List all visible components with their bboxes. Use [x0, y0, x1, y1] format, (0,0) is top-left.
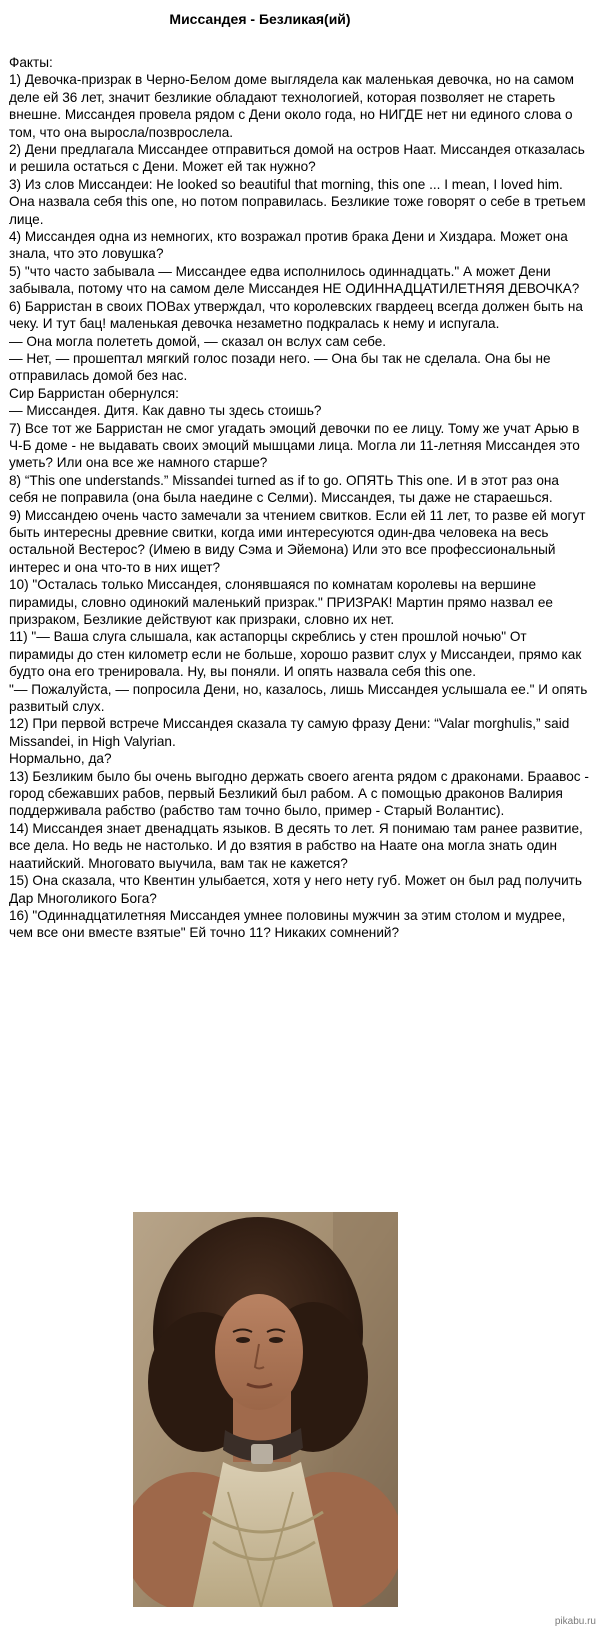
paragraph-facts-heading: Факты:	[9, 55, 53, 70]
paragraph-fact-4: 4) Миссандея одна из немногих, кто возражал против брака Дени и Хиздара. Может она знала, что это ловушка?	[9, 229, 568, 262]
paragraph-quote-line: — Миссандея. Дитя. Как давно ты здесь стоишь?	[9, 403, 322, 419]
paragraph-fact-7: 7) Все тот же Барристан не смог угадать эмоций девочки по ее лицу. Тому же учат Арью в Ч-Б доме - не выдавать своих эмоций мышцами лица. Могла ли 11-летняя Миссандея это уметь? Или она все же намного старше?	[9, 420, 580, 471]
paragraph-fact-11: 11) "— Ваша слуга слышала, как астапорцы скреблись у стен прошлой ночью" От пирамиды до стен километр если не больше, хорошо развит слух у Миссандеи, прямо как будто она его тренировала. Ну, вы поняли. И опять назвала себя this one.	[9, 629, 582, 680]
paragraph-fact-15: 15) Она сказала, что Квентин улыбается, хотя у него нету губ. Может он был рад получить Дар Многоликого Бога?	[9, 873, 582, 906]
paragraph-fact-13: 13) Безликим было бы очень выгодно держать своего агента рядом с драконами. Браавос - город сбежавших рабов, первый Безликий был рабом. А с помощью драконов Валирия поддерживала рабство (рабство там точно было, пример - Старый Волантис).	[9, 768, 589, 819]
paragraph-quote-line: Сир Барристан обернулся:	[9, 385, 179, 401]
paragraph-fact-6: 6) Барристан в своих ПОВах утверждал, что королевских гвардеец всегда должен быть на чеку. И тут бац! маленькая девочка незаметно подкралась к нему и испугала.	[9, 298, 583, 332]
paragraph-fact-12: 12) При первой встрече Миссандея сказала ту самую фразу Дени: “Valar morghulis,” said Missandei, in High Valyrian.	[9, 716, 570, 749]
paragraph-quote-line: — Нет, — прошептал мягкий голос позади него. — Она бы так не сделала. Она бы не отправилась домой без нас.	[9, 350, 551, 384]
facts-text	[9, 54, 589, 942]
paragraph-fact-5: 5) "что часто забывала — Миссандее едва исполнилось одиннадцать." А может Дени забывала, потому что на самом деле Миссандея НЕ ОДИННАДЦАТИЛЕТНЯЯ ДЕВОЧКА?	[9, 263, 580, 297]
paragraph-fact-16: 16) "Одиннадцатилетняя Миссандея умнее половины мужчин за этим столом и мудрее, чем все они вместе взятые" Ей точно 11? Никаких сомнений?	[9, 907, 566, 941]
paragraph-fact-1: 1) Девочка-призрак в Черно-Белом доме выглядела как маленькая девочка, но на самом деле ей 36 лет, значит безликие обладают технологией, которая позволяет не стареть внешне. Миссандея провела рядом с Дени около года, но НИГДЕ нет ни единого слова о том, что она выросла/позврослела.	[9, 72, 574, 140]
paragraph-fact-9: 9) Миссандею очень часто замечали за чтением свитков. Если ей 11 лет, то разве ей могут быть интересны древние свитки, когда ими интересуются один-два человека на весь остальной Вестерос? (Имею в виду Сэма и Эйемона) Или это все профессиональный интерес и она что-то в них ищет?	[9, 507, 586, 575]
portrait-photo	[133, 1212, 398, 1607]
paragraph-fact-14: 14) Миссандея знает двенадцать языков. В десять то лет. Я понимаю там ранее развитие, все дела. Но ведь не настолько. И до взятия в рабство на Наате она могла знать один наатийский. Многовато выучила, вам так не кажется?	[9, 820, 583, 871]
watermark: pikabu.ru	[554, 1616, 596, 1627]
page-title: Миссандея - Безликая(ий)	[169, 11, 351, 27]
paragraph-fact-10: 10) "Осталась только Миссандея, слонявшаяся по комнатам королевы на вершине пирамиды, словно одинокий маленький призрак." ПРИЗРАК! Мартин прямо назвал ее призраком, Безликие действуют как призраки, словно их нет.	[9, 577, 553, 627]
paragraph-fact-3: 3) Из слов Миссандеи: He looked so beautiful that morning, this one ... I mean, I loved him. Она назвала себя this one, но потом поправилась. Безликие тоже говорят о себе в третьем лице.	[9, 176, 586, 227]
paragraph-quote-line: "— Пожалуйста, — попросила Дени, но, казалось, лишь Миссандея услышала ее." И опять развитый слух.	[9, 681, 588, 715]
paragraph-fact-8: 8) “This one understands.” Missandei turned as if to go. ОПЯТЬ This one. И в этот раз она себя не поправила (она была наедине с Селми). Миссандея, ты даже не стараешься.	[9, 472, 559, 506]
paragraph-fact-2: 2) Дени предлагала Миссандее отправиться домой на остров Наат. Миссандея отказалась и решила остаться с Дени. Может ей так нужно?	[9, 142, 585, 175]
paragraph-quote-line: — Она могла полететь домой, — сказал он вслух сам себе.	[9, 333, 387, 349]
paragraph-quote-line: Нормально, да?	[9, 751, 112, 767]
